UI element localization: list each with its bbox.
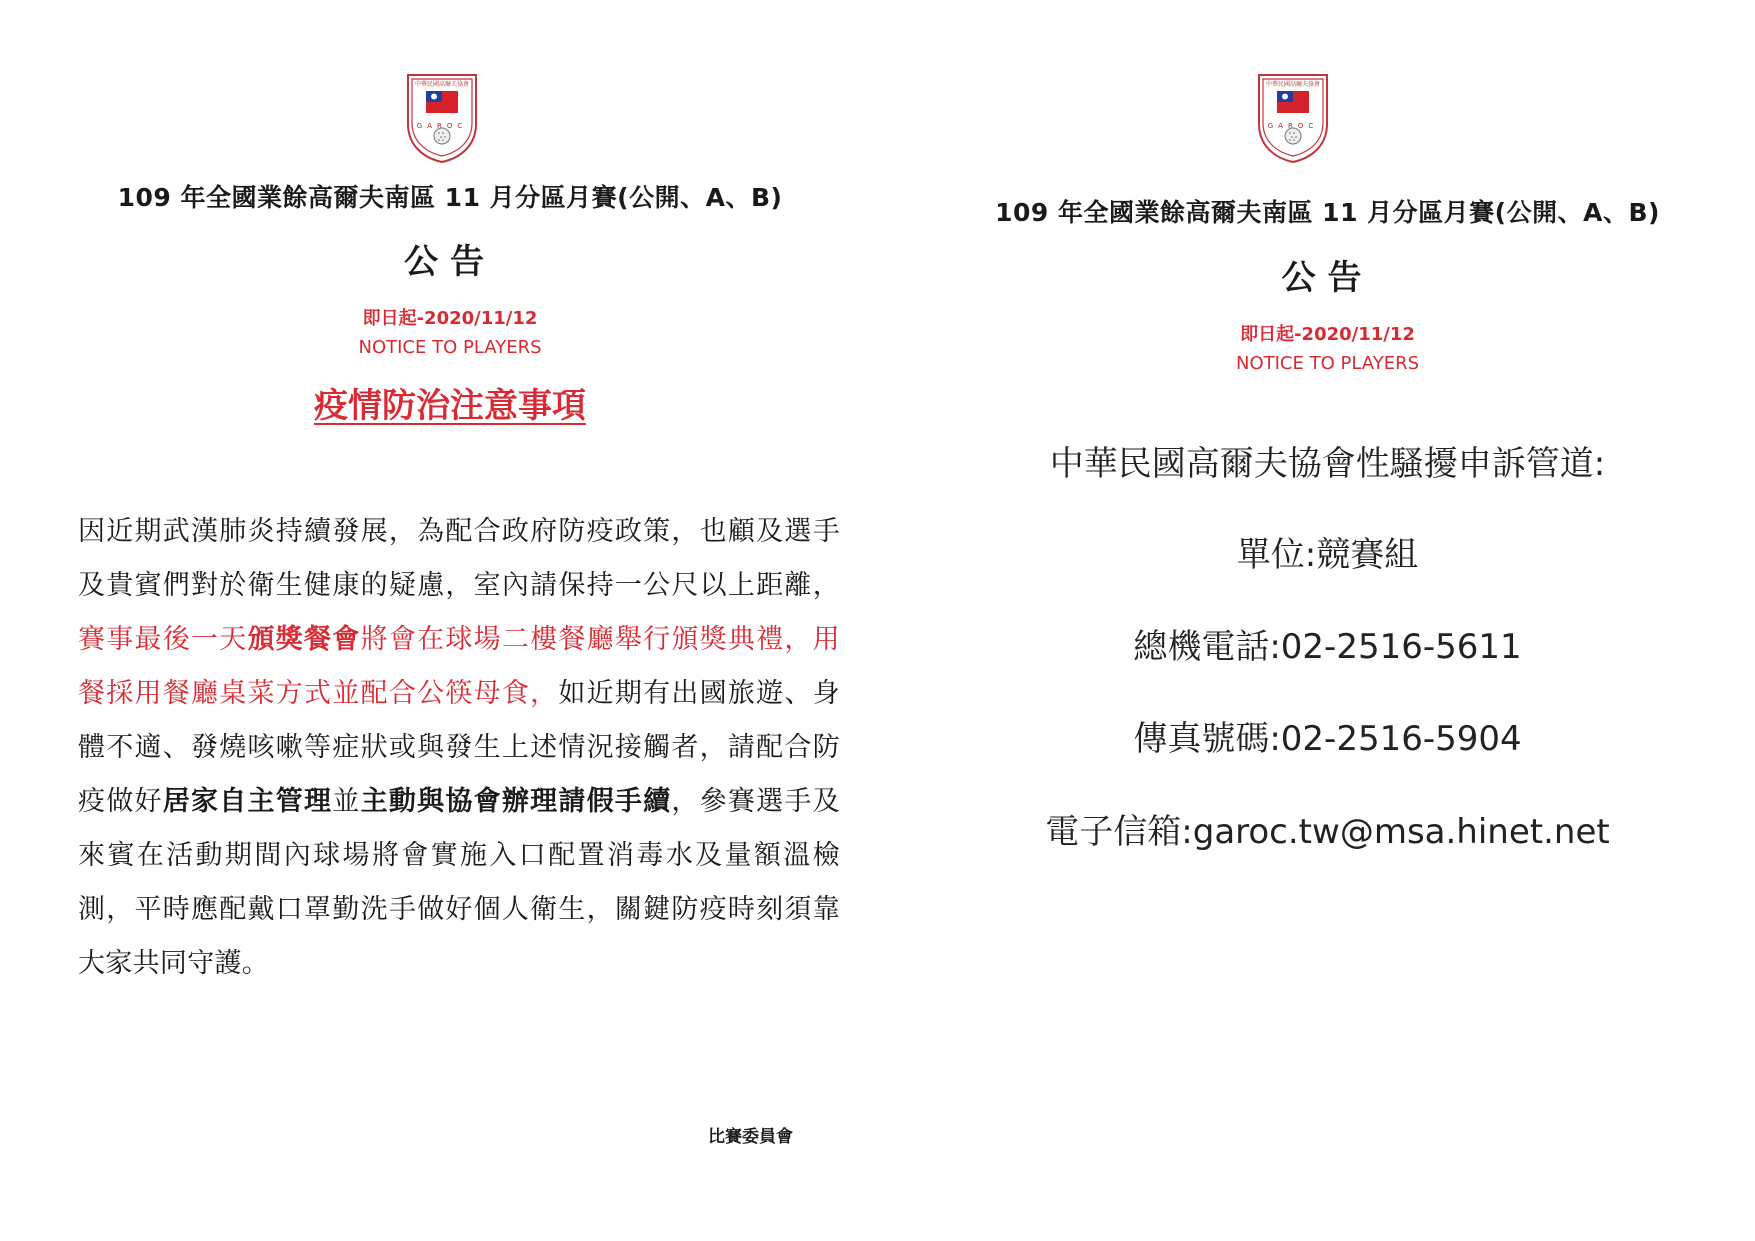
- body-segment: ，參賽選手及來賓在活動期間內球場將會實施入口配置消毒水及量額溫檢測，平時應配戴口罩勤洗手做好個人衛生，關鍵防疫時刻須靠大家共同守護。: [78, 786, 840, 979]
- date-line: 即日起-2020/11/12: [362, 308, 538, 329]
- contact-fax: 傳真號碼:02-2516-5904: [1133, 719, 1522, 759]
- svg-text:中華民國高爾夫協會: 中華民國高爾夫協會: [414, 81, 470, 88]
- svg-text:GAROC: GAROC: [1267, 122, 1319, 130]
- garoc-logo: [1256, 72, 1330, 164]
- body-segment-bold: 主動與協會辦理請假手續: [360, 786, 672, 817]
- event-title: 109 年全國業餘高爾夫南區 11 月分區月賽(公開、A、B): [117, 183, 783, 212]
- garoc-shield-icon: [1256, 72, 1330, 164]
- contact-unit: 單位:競賽組: [1236, 535, 1419, 575]
- garoc-shield-icon: [405, 72, 479, 164]
- svg-text:GAROC: GAROC: [416, 122, 468, 130]
- body-segment-red: 將會在球場二樓餐廳舉行頒獎典禮，用餐採用餐廳桌菜方式並配合公筷母食，: [78, 624, 840, 709]
- committee-signature: 比賽委員會: [708, 1127, 793, 1147]
- contact-email: 電子信箱:garoc.tw@msa.hinet.net: [1045, 812, 1610, 852]
- body-segment: 因近期武漢肺炎持續發展，為配合政府防疫政策，也顧及選手及貴賓們對於衛生健康的疑慮，室內請保持一公尺以上距離，: [78, 516, 840, 601]
- body-segment-red: 賽事最後一天: [78, 624, 248, 655]
- right-page: [900, 0, 1755, 1241]
- topic-heading: 疫情防治注意事項: [314, 386, 586, 426]
- date-line: 即日起-2020/11/12: [1240, 324, 1415, 345]
- announcement-heading: 公告: [1281, 258, 1374, 298]
- svg-text:中華民國高爾夫協會: 中華民國高爾夫協會: [1265, 81, 1321, 88]
- notice-line: NOTICE TO PLAYERS: [1236, 353, 1419, 374]
- body-segment: 並: [332, 786, 361, 817]
- event-title: 109 年全國業餘高爾夫南區 11 月分區月賽(公開、A、B): [995, 198, 1660, 227]
- body-segment: 如近期有出國旅遊、身體不適、發燒咳嗽等症狀或與發生上述情況接觸者，請配合防疫做好: [78, 678, 840, 817]
- announcement-heading: 公告: [404, 242, 496, 282]
- notice-body: [78, 505, 840, 991]
- contact-phone: 總機電話:02-2516-5611: [1133, 627, 1522, 667]
- harassment-complaint-heading: 中華民國高爾夫協會性騷擾申訴管道:: [1049, 444, 1606, 484]
- body-segment-red-bold: 頒獎餐會: [247, 624, 361, 655]
- body-segment-bold: 居家自主管理: [162, 786, 333, 817]
- garoc-logo: [405, 72, 479, 164]
- notice-line: NOTICE TO PLAYERS: [358, 337, 542, 358]
